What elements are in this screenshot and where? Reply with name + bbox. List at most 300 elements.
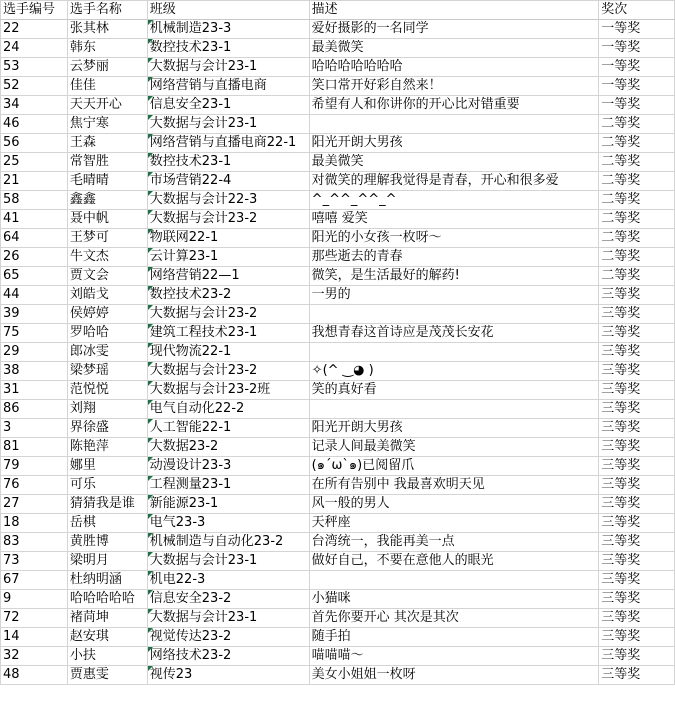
cell-name[interactable] [67, 514, 147, 533]
cell-class[interactable] [147, 172, 309, 191]
cell-class-text: 网络营销与直播电商22-1 [149, 135, 297, 150]
cell-name-text: 郎冰雯 [69, 344, 109, 359]
error-indicator-icon [148, 666, 153, 671]
header-row [1, 1, 675, 20]
cell-name[interactable] [67, 476, 147, 495]
error-indicator-icon [148, 77, 153, 82]
cell-name[interactable] [67, 628, 147, 647]
cell-class[interactable] [147, 39, 309, 58]
cell-description-text: ✧(^ ‿◕ ) [311, 363, 374, 378]
table-row [1, 609, 675, 628]
cell-class[interactable] [147, 267, 309, 286]
cell-name[interactable] [67, 647, 147, 666]
cell-id[interactable] [1, 248, 68, 267]
cell-award[interactable] [599, 305, 675, 324]
cell-class[interactable] [147, 115, 309, 134]
cell-name-text: 范悦悦 [69, 382, 109, 397]
cell-description[interactable] [309, 20, 599, 39]
cell-description[interactable] [309, 628, 599, 647]
table-row [1, 229, 675, 248]
cell-description[interactable] [309, 248, 599, 267]
cell-description[interactable] [309, 172, 599, 191]
cell-award[interactable] [599, 286, 675, 305]
cell-id-text: 86 [3, 401, 20, 416]
error-indicator-icon [148, 58, 153, 63]
cell-class[interactable] [147, 210, 309, 229]
cell-award[interactable] [599, 324, 675, 343]
cell-class-text: 物联网22-1 [149, 230, 219, 245]
cell-description-text: 做好自己，不要在意他人的眼光 [311, 553, 494, 568]
cell-class[interactable] [147, 647, 309, 666]
cell-name[interactable] [67, 172, 147, 191]
cell-award-text: 三等奖 [601, 572, 641, 587]
error-indicator-icon [148, 476, 153, 481]
cell-class[interactable] [147, 305, 309, 324]
table-row [1, 590, 675, 609]
cell-name[interactable] [67, 58, 147, 77]
cell-description[interactable] [309, 134, 599, 153]
cell-name[interactable] [67, 39, 147, 58]
cell-name[interactable] [67, 609, 147, 628]
cell-name-text: 韩东 [69, 40, 96, 55]
cell-id[interactable] [1, 628, 68, 647]
cell-description[interactable] [309, 267, 599, 286]
cell-award[interactable] [599, 343, 675, 362]
cell-id[interactable] [1, 153, 68, 172]
cell-class[interactable] [147, 609, 309, 628]
error-indicator-icon [148, 305, 153, 310]
error-indicator-icon [148, 514, 153, 519]
cell-name[interactable] [67, 20, 147, 39]
cell-class[interactable] [147, 571, 309, 590]
error-indicator-icon [148, 628, 153, 633]
cell-class[interactable] [147, 381, 309, 400]
error-indicator-icon [148, 115, 153, 120]
cell-class[interactable] [147, 362, 309, 381]
cell-class[interactable] [147, 628, 309, 647]
cell-class-text: 网络营销与直播电商 [149, 78, 267, 93]
cell-class-text: 大数据与会计23-2 [149, 306, 258, 321]
cell-class[interactable] [147, 514, 309, 533]
cell-id[interactable] [1, 381, 68, 400]
cell-name[interactable] [67, 457, 147, 476]
error-indicator-icon [148, 229, 153, 234]
cell-class[interactable] [147, 476, 309, 495]
cell-description-text: 我想青春这首诗应是茂茂长安花 [311, 325, 494, 340]
cell-award[interactable] [599, 590, 675, 609]
cell-description[interactable] [309, 476, 599, 495]
cell-description[interactable] [309, 457, 599, 476]
cell-description[interactable] [309, 39, 599, 58]
cell-description[interactable] [309, 191, 599, 210]
header-id[interactable]: 选手编号 [1, 1, 68, 20]
cell-name[interactable] [67, 286, 147, 305]
cell-class-text: 大数据与会计23-2班 [149, 382, 271, 397]
cell-description-text: 天秤座 [311, 515, 351, 530]
cell-id-text: 24 [3, 40, 20, 55]
cell-id-text: 72 [3, 610, 20, 625]
cell-name-text: 侯婷婷 [69, 306, 109, 321]
cell-id[interactable] [1, 191, 68, 210]
cell-name[interactable] [67, 210, 147, 229]
cell-class[interactable] [147, 20, 309, 39]
cell-award-text: 二等奖 [601, 135, 641, 150]
cell-class-text: 大数据与会计23-2 [149, 211, 258, 226]
cell-id-text: 3 [3, 420, 12, 435]
header-description[interactable]: 描述 [309, 1, 599, 20]
cell-class-text: 大数据23-2 [149, 439, 219, 454]
cell-class[interactable] [147, 324, 309, 343]
cell-id[interactable] [1, 666, 68, 685]
cell-award[interactable] [599, 58, 675, 77]
cell-award-text: 三等奖 [601, 610, 641, 625]
cell-award[interactable] [599, 229, 675, 248]
cell-class-text: 网络技术23-2 [149, 648, 232, 663]
cell-id[interactable] [1, 20, 68, 39]
cell-award[interactable] [599, 552, 675, 571]
error-indicator-icon [148, 39, 153, 44]
cell-award-text: 三等奖 [601, 420, 641, 435]
cell-description[interactable] [309, 362, 599, 381]
cell-description-text: ^_^^_^^_^ [311, 192, 397, 207]
cell-name[interactable] [67, 533, 147, 552]
cell-name[interactable] [67, 96, 147, 115]
cell-description-text: 台湾统一，我能再美一点 [311, 534, 455, 549]
cell-id-text: 52 [3, 78, 20, 93]
cell-award[interactable] [599, 666, 675, 685]
cell-award-text: 二等奖 [601, 116, 641, 131]
cell-name[interactable] [67, 229, 147, 248]
cell-description[interactable] [309, 77, 599, 96]
cell-award[interactable] [599, 134, 675, 153]
cell-name[interactable] [67, 191, 147, 210]
cell-award[interactable] [599, 419, 675, 438]
cell-description[interactable] [309, 438, 599, 457]
cell-award[interactable] [599, 609, 675, 628]
cell-class-text: 大数据与会计22-3 [149, 192, 258, 207]
cell-id[interactable] [1, 172, 68, 191]
error-indicator-icon [148, 343, 153, 348]
cell-id-text: 9 [3, 591, 12, 606]
cell-award-text: 三等奖 [601, 382, 641, 397]
header-class[interactable]: 班级 [147, 1, 309, 20]
cell-award-text: 三等奖 [601, 629, 641, 644]
cell-id[interactable] [1, 438, 68, 457]
table-row [1, 305, 675, 324]
cell-class[interactable] [147, 229, 309, 248]
cell-id-text: 79 [3, 458, 20, 473]
cell-id[interactable] [1, 571, 68, 590]
cell-class-text: 信息安全23-1 [149, 97, 232, 112]
table-row [1, 286, 675, 305]
cell-class[interactable] [147, 191, 309, 210]
cell-id-text: 58 [3, 192, 20, 207]
cell-class-text: 电气自动化22-2 [149, 401, 245, 416]
cell-award-text: 三等奖 [601, 496, 641, 511]
cell-name[interactable] [67, 77, 147, 96]
error-indicator-icon [148, 286, 153, 291]
cell-name[interactable] [67, 115, 147, 134]
cell-name-text: 罗哈哈 [69, 325, 109, 340]
cell-award[interactable] [599, 362, 675, 381]
cell-description[interactable] [309, 210, 599, 229]
table-row [1, 381, 675, 400]
cell-class[interactable] [147, 58, 309, 77]
cell-description[interactable] [309, 533, 599, 552]
cell-description[interactable] [309, 58, 599, 77]
cell-id[interactable] [1, 77, 68, 96]
cell-class[interactable] [147, 77, 309, 96]
cell-id[interactable] [1, 305, 68, 324]
cell-class[interactable] [147, 666, 309, 685]
cell-class[interactable] [147, 457, 309, 476]
cell-class-text: 视传23 [149, 667, 193, 682]
cell-name[interactable] [67, 362, 147, 381]
cell-name-text: 猜猜我是谁 [69, 496, 135, 511]
cell-name[interactable] [67, 343, 147, 362]
cell-description[interactable] [309, 495, 599, 514]
table-row [1, 666, 675, 685]
cell-award-text: 二等奖 [601, 268, 641, 283]
cell-class[interactable] [147, 400, 309, 419]
cell-id-text: 34 [3, 97, 20, 112]
cell-class[interactable] [147, 134, 309, 153]
cell-id[interactable] [1, 96, 68, 115]
cell-award[interactable] [599, 153, 675, 172]
cell-description[interactable] [309, 96, 599, 115]
cell-award[interactable] [599, 514, 675, 533]
cell-class[interactable] [147, 495, 309, 514]
table-row [1, 248, 675, 267]
cell-description-text: 阳光开朗大男孩 [311, 135, 403, 150]
cell-description-text: 首先你要开心 其次是其次 [311, 610, 459, 625]
cell-name-text: 梁梦瑶 [69, 363, 109, 378]
cell-class[interactable] [147, 153, 309, 172]
cell-description[interactable] [309, 571, 599, 590]
cell-id[interactable] [1, 552, 68, 571]
cell-name[interactable] [67, 134, 147, 153]
cell-description[interactable] [309, 400, 599, 419]
cell-description-text: 笑口常开好彩自然来！ [311, 78, 442, 93]
cell-id[interactable] [1, 457, 68, 476]
cell-id[interactable] [1, 39, 68, 58]
cell-description[interactable] [309, 153, 599, 172]
cell-class-text: 数控技术23-2 [149, 287, 232, 302]
cell-description-text: 哈哈哈哈哈哈哈 [311, 59, 403, 74]
cell-award-text: 三等奖 [601, 401, 641, 416]
cell-description[interactable] [309, 514, 599, 533]
cell-id[interactable] [1, 400, 68, 419]
cell-name[interactable] [67, 305, 147, 324]
cell-award-text: 二等奖 [601, 192, 641, 207]
error-indicator-icon [148, 590, 153, 595]
table-row [1, 514, 675, 533]
cell-name[interactable] [67, 267, 147, 286]
cell-name[interactable] [67, 248, 147, 267]
cell-id[interactable] [1, 362, 68, 381]
cell-class[interactable] [147, 533, 309, 552]
cell-name[interactable] [67, 400, 147, 419]
cell-class[interactable] [147, 419, 309, 438]
cell-class[interactable] [147, 248, 309, 267]
cell-id[interactable] [1, 514, 68, 533]
cell-description-text: 那些逝去的青春 [311, 249, 403, 264]
cell-description[interactable] [309, 647, 599, 666]
cell-id[interactable] [1, 495, 68, 514]
cell-description-text: 小猫咪 [311, 591, 351, 606]
cell-id[interactable] [1, 210, 68, 229]
cell-award[interactable] [599, 476, 675, 495]
cell-id[interactable] [1, 609, 68, 628]
cell-award[interactable] [599, 647, 675, 666]
cell-award-text: 三等奖 [601, 363, 641, 378]
cell-description[interactable] [309, 552, 599, 571]
cell-description[interactable] [309, 229, 599, 248]
cell-award[interactable] [599, 210, 675, 229]
cell-class-text: 数控技术23-1 [149, 40, 232, 55]
cell-id[interactable] [1, 134, 68, 153]
cell-award[interactable] [599, 571, 675, 590]
cell-id[interactable] [1, 590, 68, 609]
cell-name[interactable] [67, 590, 147, 609]
cell-name-text: 佳佳 [69, 78, 96, 93]
cell-id[interactable] [1, 343, 68, 362]
cell-award[interactable] [599, 172, 675, 191]
cell-award[interactable] [599, 115, 675, 134]
cell-description-text: 一男的 [311, 287, 351, 302]
cell-award-text: 一等奖 [601, 78, 641, 93]
cell-class[interactable] [147, 552, 309, 571]
cell-name[interactable] [67, 438, 147, 457]
cell-description[interactable] [309, 324, 599, 343]
cell-id-text: 26 [3, 249, 20, 264]
cell-id-text: 53 [3, 59, 20, 74]
cell-id[interactable] [1, 229, 68, 248]
cell-award[interactable] [599, 77, 675, 96]
header-award[interactable]: 奖次 [599, 1, 675, 20]
cell-description[interactable] [309, 609, 599, 628]
cell-award-text: 一等奖 [601, 97, 641, 112]
cell-class[interactable] [147, 286, 309, 305]
cell-award[interactable] [599, 495, 675, 514]
cell-name[interactable] [67, 495, 147, 514]
table-row [1, 419, 675, 438]
cell-class-text: 电气23-3 [149, 515, 206, 530]
cell-class-text: 工程测量23-1 [149, 477, 232, 492]
cell-award-text: 三等奖 [601, 325, 641, 340]
cell-id-text: 83 [3, 534, 20, 549]
cell-id[interactable] [1, 324, 68, 343]
cell-id-text: 64 [3, 230, 20, 245]
cell-award-text: 二等奖 [601, 173, 641, 188]
cell-description-text: 微笑，是生活最好的解药! [311, 268, 460, 283]
cell-name[interactable] [67, 153, 147, 172]
header-name[interactable]: 选手名称 [67, 1, 147, 20]
cell-description[interactable] [309, 590, 599, 609]
cell-award-text: 二等奖 [601, 249, 641, 264]
table-row [1, 438, 675, 457]
cell-id[interactable] [1, 533, 68, 552]
cell-award[interactable] [599, 457, 675, 476]
table-row [1, 39, 675, 58]
error-indicator-icon [148, 495, 153, 500]
table-row [1, 267, 675, 286]
cell-name[interactable] [67, 419, 147, 438]
cell-award[interactable] [599, 628, 675, 647]
cell-description-text: 记录人间最美微笑 [311, 439, 416, 454]
error-indicator-icon [148, 153, 153, 158]
cell-class-text: 大数据与会计23-2 [149, 363, 258, 378]
cell-id[interactable] [1, 58, 68, 77]
cell-class-text: 机电22-3 [149, 572, 206, 587]
cell-award[interactable] [599, 400, 675, 419]
cell-class[interactable] [147, 590, 309, 609]
cell-award[interactable] [599, 20, 675, 39]
cell-class-text: 现代物流22-1 [149, 344, 232, 359]
cell-id[interactable] [1, 419, 68, 438]
cell-description-text: 阳光开朗大男孩 [311, 420, 403, 435]
cell-award[interactable] [599, 267, 675, 286]
cell-name-text: 刘翔 [69, 401, 96, 416]
cell-class-text: 大数据与会计23-1 [149, 553, 258, 568]
cell-name[interactable] [67, 324, 147, 343]
cell-class-text: 大数据与会计23-1 [149, 59, 258, 74]
cell-description[interactable] [309, 343, 599, 362]
cell-id[interactable] [1, 476, 68, 495]
cell-id[interactable] [1, 286, 68, 305]
table-row [1, 457, 675, 476]
table-row [1, 210, 675, 229]
cell-name[interactable] [67, 381, 147, 400]
cell-description[interactable] [309, 381, 599, 400]
cell-class[interactable] [147, 343, 309, 362]
cell-description[interactable] [309, 286, 599, 305]
cell-award[interactable] [599, 381, 675, 400]
cell-award[interactable] [599, 96, 675, 115]
cell-award[interactable] [599, 533, 675, 552]
cell-id-text: 31 [3, 382, 20, 397]
cell-id[interactable] [1, 267, 68, 286]
cell-class[interactable] [147, 96, 309, 115]
cell-class-text: 网络营销22—1 [149, 268, 240, 283]
cell-award[interactable] [599, 191, 675, 210]
cell-name[interactable] [67, 571, 147, 590]
cell-class-text: 动漫设计23-3 [149, 458, 232, 473]
cell-award-text: 三等奖 [601, 306, 641, 321]
cell-description[interactable] [309, 419, 599, 438]
error-indicator-icon [148, 419, 153, 424]
cell-name[interactable] [67, 666, 147, 685]
cell-id[interactable] [1, 115, 68, 134]
error-indicator-icon [148, 20, 153, 25]
cell-award[interactable] [599, 438, 675, 457]
cell-description[interactable] [309, 115, 599, 134]
error-indicator-icon [148, 191, 153, 196]
cell-award-text: 三等奖 [601, 667, 641, 682]
table-row [1, 153, 675, 172]
cell-id-text: 22 [3, 21, 20, 36]
cell-id-text: 65 [3, 268, 20, 283]
table-row [1, 362, 675, 381]
cell-name[interactable] [67, 552, 147, 571]
cell-class[interactable] [147, 438, 309, 457]
cell-award-text: 三等奖 [601, 344, 641, 359]
cell-description[interactable] [309, 305, 599, 324]
cell-description[interactable] [309, 666, 599, 685]
cell-id[interactable] [1, 647, 68, 666]
cell-award[interactable] [599, 39, 675, 58]
cell-award[interactable] [599, 248, 675, 267]
